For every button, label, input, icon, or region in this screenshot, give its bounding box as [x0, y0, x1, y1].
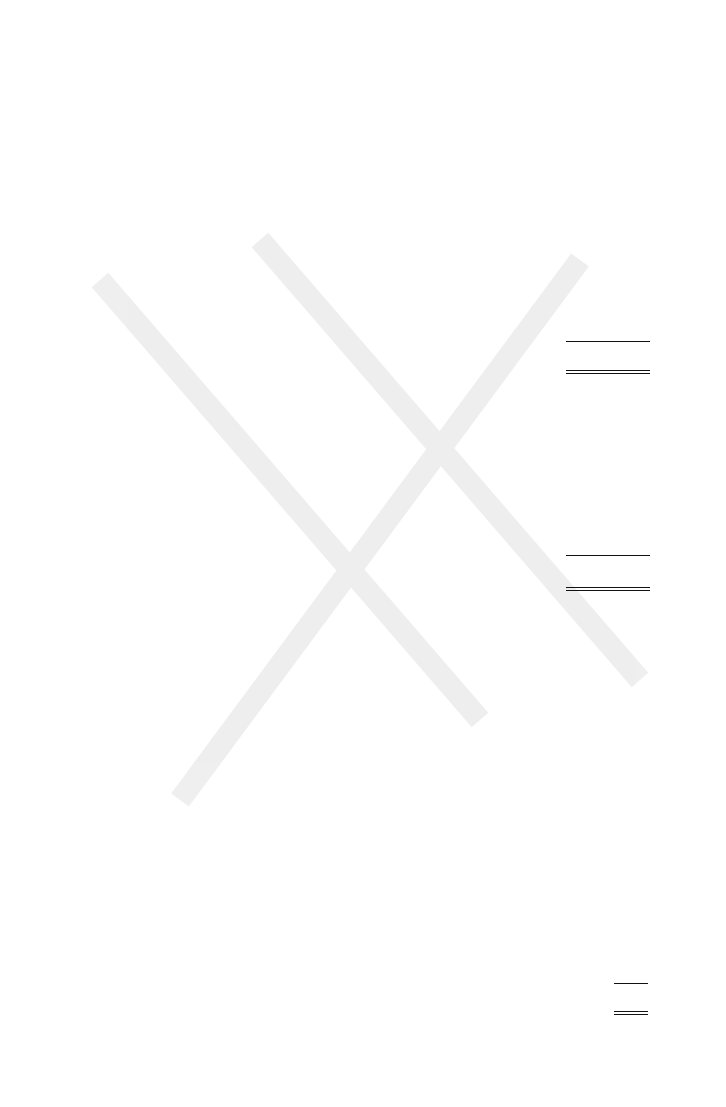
rule-subtotal-2 — [566, 555, 650, 556]
rule-total-3b — [614, 1014, 648, 1015]
rule-subtotal-3 — [614, 983, 648, 984]
rule-total-1a — [566, 370, 650, 371]
watermark-stroke-b — [260, 240, 640, 680]
watermark-stroke-a — [100, 280, 480, 720]
rule-total-1b — [566, 373, 650, 374]
watermark-stroke-c — [180, 260, 580, 800]
rule-total-2a — [566, 587, 650, 588]
rule-subtotal-1 — [566, 341, 650, 342]
rule-total-2b — [566, 590, 650, 591]
watermark — [60, 200, 666, 840]
rule-total-3a — [614, 1011, 648, 1012]
